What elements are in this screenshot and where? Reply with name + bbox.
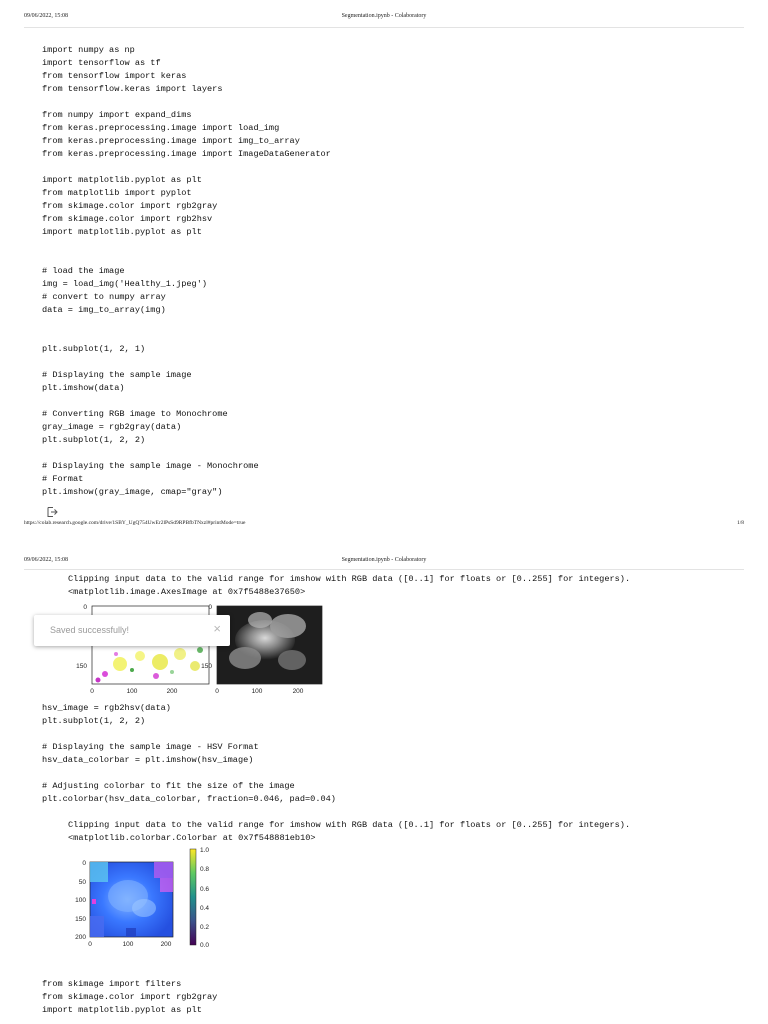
code-line: from matplotlib import pyplot xyxy=(42,188,192,198)
code-line: <matplotlib.colorbar.Colorbar at 0x7f548881eb10> xyxy=(68,832,316,843)
tick-label: 150 xyxy=(201,663,212,670)
footer-page-number: 1/8 xyxy=(736,520,744,526)
header-date: 09/06/2022, 15:08 xyxy=(24,557,69,563)
colorbar xyxy=(190,847,209,949)
code-line: plt.colorbar(hsv_data_colorbar, fraction=0.046, pad=0.04) xyxy=(42,794,336,804)
code-line: from tensorflow import keras xyxy=(42,71,187,81)
code-line: from keras.preprocessing.image import ImageDataGenerator xyxy=(42,149,331,159)
colorbar-tick: 1.0 xyxy=(200,847,210,854)
tick-label: 200 xyxy=(160,941,172,948)
code-line: <matplotlib.image.AxesImage at 0x7f5488e37650> xyxy=(68,586,306,597)
output-figure-rgb-gray xyxy=(60,596,340,698)
tick-label: 150 xyxy=(76,663,87,670)
header-divider xyxy=(24,569,744,570)
tick-label: 100 xyxy=(251,688,263,695)
code-line xyxy=(42,317,331,330)
code-line: # Format xyxy=(42,474,84,484)
tick-label: 100 xyxy=(122,941,134,948)
code-line: hsv_data_colorbar = plt.imshow(hsv_image) xyxy=(42,755,254,765)
code-cell-filters[interactable] xyxy=(42,978,217,1017)
code-line: import matplotlib.pyplot as plt xyxy=(42,175,202,185)
header-title: Segmentation.ipynb - Colaboratory xyxy=(341,557,427,563)
code-line: data = img_to_array(img) xyxy=(42,305,166,315)
code-line xyxy=(42,96,331,109)
colorbar-tick: 0.8 xyxy=(200,866,210,873)
code-line: # Adjusting colorbar to fit the size of the image xyxy=(42,781,295,791)
output-redirect-icon[interactable] xyxy=(46,505,58,517)
code-line: Clipping input data to the valid range for imshow with RGB data ([0..1] for floats or [0..255] for integers). xyxy=(68,820,631,830)
code-line: # Displaying the sample image - Monochrome xyxy=(42,461,259,471)
code-line: # Displaying the sample image xyxy=(42,370,192,380)
code-line xyxy=(42,252,331,265)
code-line: hsv_image = rgb2hsv(data) xyxy=(42,703,171,713)
code-line xyxy=(42,161,331,174)
tick-label: 200 xyxy=(75,934,86,941)
code-line: from skimage import filters xyxy=(42,979,182,989)
tick-label: 150 xyxy=(75,916,86,923)
code-line: from tensorflow.keras import layers xyxy=(42,84,223,94)
code-line: # Converting RGB image to Monochrome xyxy=(42,409,228,419)
tick-label: 0 xyxy=(90,688,94,695)
colorbar-tick: 0.4 xyxy=(200,905,210,912)
colorbar-tick: 0.2 xyxy=(200,924,210,931)
code-line xyxy=(42,395,331,408)
code-line: # Displaying the sample image - HSV Format xyxy=(42,742,259,752)
save-toast xyxy=(34,615,230,646)
tick-label: 0 xyxy=(208,604,212,611)
code-line xyxy=(42,239,331,252)
code-line: from keras.preprocessing.image import load_img xyxy=(42,123,280,133)
header-title: Segmentation.ipynb - Colaboratory xyxy=(341,13,427,19)
code-line: import tensorflow as tf xyxy=(42,58,161,68)
header-divider xyxy=(24,27,744,28)
colorbar-tick: 0.6 xyxy=(200,886,210,893)
code-line: img = load_img('Healthy_1.jpeg') xyxy=(42,279,208,289)
tick-label: 0 xyxy=(82,860,86,867)
code-line: import matplotlib.pyplot as plt xyxy=(42,1005,202,1015)
tick-label: 100 xyxy=(75,897,86,904)
code-line: gray_image = rgb2gray(data) xyxy=(42,422,182,432)
code-line: plt.imshow(data) xyxy=(42,383,125,393)
code-line xyxy=(42,728,336,741)
header-date: 09/06/2022, 15:08 xyxy=(24,13,69,19)
code-line: plt.subplot(1, 2, 1) xyxy=(42,344,146,354)
tick-label: 0 xyxy=(83,604,87,611)
code-line xyxy=(42,767,336,780)
toast-message: Saved successfully! xyxy=(50,625,130,635)
code-line: import numpy as np xyxy=(42,45,135,55)
close-icon[interactable]: × xyxy=(213,621,221,636)
code-line: plt.subplot(1, 2, 2) xyxy=(42,435,146,445)
output-text-1 xyxy=(68,573,630,598)
code-line: Clipping input data to the valid range for imshow with RGB data ([0..1] for floats or [0..255] for integers). xyxy=(68,574,631,584)
code-line: from keras.preprocessing.image import img_to_array xyxy=(42,136,300,146)
code-line: plt.subplot(1, 2, 2) xyxy=(42,716,146,726)
code-line: from skimage.color import rgb2hsv xyxy=(42,214,213,224)
code-line: # convert to numpy array xyxy=(42,292,166,302)
tick-label: 200 xyxy=(292,688,304,695)
code-line: # load the image xyxy=(42,266,125,276)
code-line: from skimage.color import rgb2gray xyxy=(42,992,218,1002)
code-line: plt.imshow(gray_image, cmap="gray") xyxy=(42,487,223,497)
tick-label: 100 xyxy=(126,688,138,695)
footer-url[interactable]: https://colab.research.google.com/drive/1SBY_UgQ754UwEr2lPsSd9RPBfbTNxzl#printMode=true xyxy=(24,520,246,526)
code-cell-imports[interactable] xyxy=(42,44,331,499)
code-cell-hsv[interactable] xyxy=(42,702,336,806)
tick-label: 0 xyxy=(88,941,92,948)
tick-label: 50 xyxy=(78,879,86,886)
output-figure-hsv xyxy=(66,844,226,952)
output-text-2 xyxy=(68,819,630,844)
code-line xyxy=(42,330,331,343)
code-line: from numpy import expand_dims xyxy=(42,110,192,120)
code-line xyxy=(42,356,331,369)
code-line: import matplotlib.pyplot as plt xyxy=(42,227,202,237)
tick-label: 200 xyxy=(166,688,178,695)
code-line xyxy=(42,447,331,460)
code-line: from skimage.color import rgb2gray xyxy=(42,201,218,211)
tick-label: 0 xyxy=(215,688,219,695)
hsv-image-plot xyxy=(75,860,173,948)
colorbar-tick: 0.0 xyxy=(200,942,210,949)
